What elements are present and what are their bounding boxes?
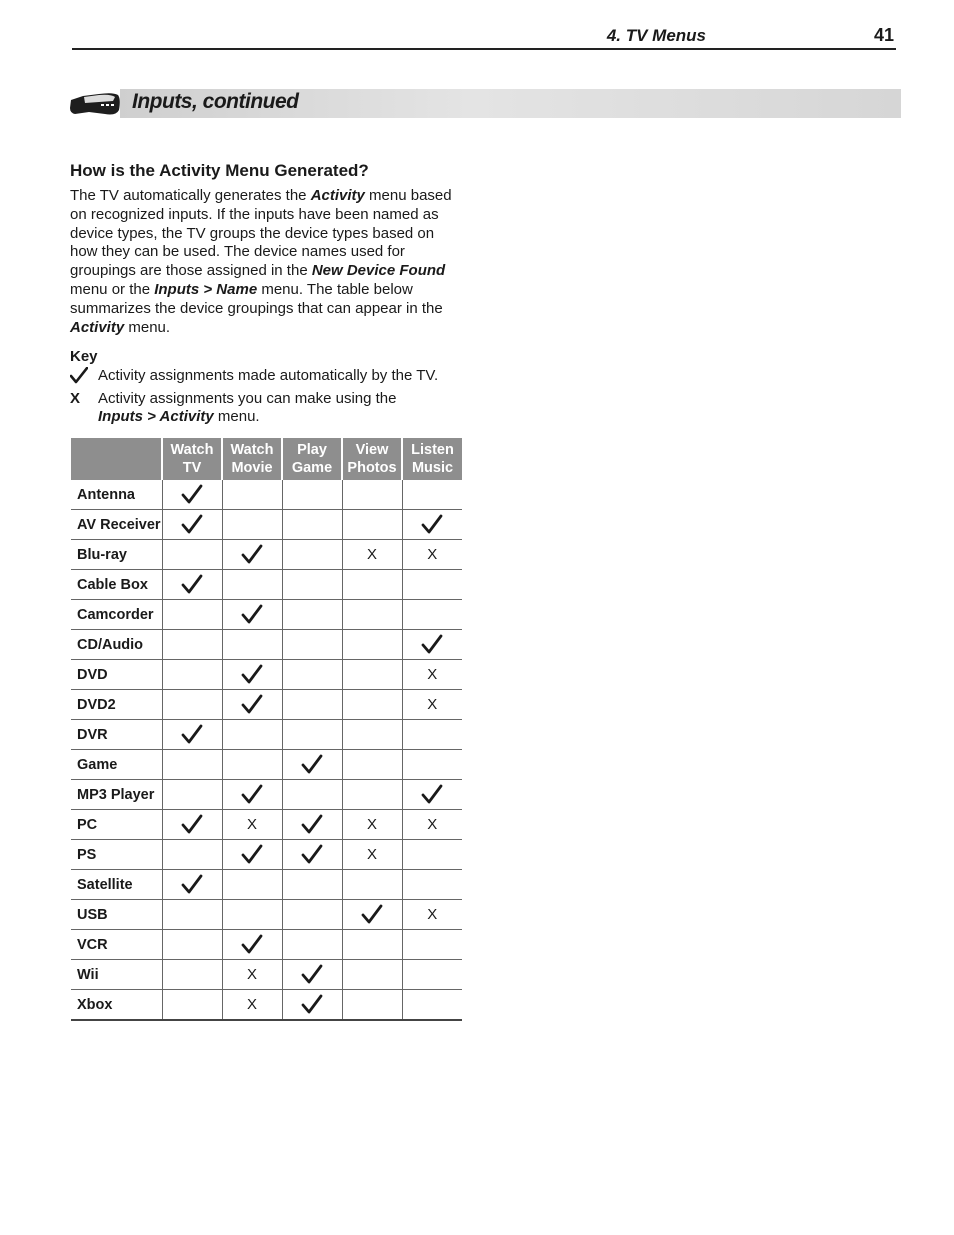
empty-cell — [342, 660, 402, 690]
device-name: USB — [71, 900, 162, 930]
empty-cell — [282, 900, 342, 930]
checkmark-icon — [162, 480, 222, 510]
checkmark-icon — [222, 930, 282, 960]
column-header-line1: Watch — [230, 442, 274, 458]
checkmark-icon — [222, 840, 282, 870]
device-name: CD/Audio — [71, 630, 162, 660]
empty-cell — [162, 750, 222, 780]
manual-assignment-mark: X — [402, 540, 462, 570]
empty-cell — [282, 570, 342, 600]
table-row — [71, 900, 462, 930]
table-header-row — [71, 438, 462, 480]
empty-cell — [342, 780, 402, 810]
device-name: Xbox — [71, 990, 162, 1021]
empty-cell — [342, 960, 402, 990]
table-row — [71, 840, 462, 870]
empty-cell — [282, 630, 342, 660]
table-row — [71, 660, 462, 690]
empty-cell — [222, 510, 282, 540]
empty-cell — [402, 750, 462, 780]
device-name: Antenna — [71, 480, 162, 510]
key-auto-text: Activity assignments made automatically by the TV. — [98, 367, 439, 385]
checkmark-icon — [222, 690, 282, 720]
paragraph-emphasis: Activity — [70, 318, 125, 336]
empty-cell — [222, 630, 282, 660]
device-name: Wii — [71, 960, 162, 990]
column-header-line1: View — [355, 442, 389, 458]
checkmark-icon — [162, 720, 222, 750]
table-row — [71, 570, 462, 600]
empty-cell — [162, 630, 222, 660]
paragraph-text: menu. The table below summarizes the device groupings that can appear in the — [70, 280, 443, 317]
empty-cell — [162, 840, 222, 870]
empty-cell — [222, 750, 282, 780]
empty-cell — [402, 480, 462, 510]
empty-cell — [222, 720, 282, 750]
empty-cell — [342, 990, 402, 1021]
empty-cell — [342, 630, 402, 660]
empty-cell — [342, 570, 402, 600]
column-header-line1: Listen — [411, 442, 454, 458]
empty-cell — [402, 570, 462, 600]
empty-cell — [222, 480, 282, 510]
manual-assignment-mark: X — [342, 840, 402, 870]
empty-cell — [402, 720, 462, 750]
column-header — [402, 438, 462, 480]
device-name: PS — [71, 840, 162, 870]
checkmark-icon — [222, 600, 282, 630]
empty-cell — [162, 540, 222, 570]
table-row — [71, 690, 462, 720]
manual-assignment-mark: X — [402, 690, 462, 720]
empty-cell — [162, 690, 222, 720]
empty-cell — [162, 930, 222, 960]
empty-cell — [402, 960, 462, 990]
checkmark-icon — [70, 367, 98, 390]
paragraph-text: menu based on recognized inputs. If the inputs have been named as device types, the TV groups the device types based on how they can be used. The device names used for groupings are those assigned in the — [70, 187, 452, 280]
column-header-line2: Game — [291, 460, 333, 476]
checkmark-icon — [162, 810, 222, 840]
table-row — [71, 750, 462, 780]
empty-cell — [402, 840, 462, 870]
table-row — [71, 810, 462, 840]
page-number: 41 — [873, 25, 894, 45]
activity-table — [71, 438, 462, 1021]
key-manual-text-after: menu. — [213, 408, 260, 426]
checkmark-icon — [162, 510, 222, 540]
device-name: VCR — [71, 930, 162, 960]
checkmark-icon — [162, 570, 222, 600]
empty-cell — [402, 600, 462, 630]
device-name: Cable Box — [71, 570, 162, 600]
empty-cell — [282, 660, 342, 690]
empty-cell — [282, 600, 342, 630]
column-header — [162, 438, 222, 480]
empty-cell — [162, 900, 222, 930]
column-header-line2: Music — [411, 460, 454, 476]
paragraph-text: menu. — [124, 318, 171, 336]
manual-assignment-mark: X — [402, 900, 462, 930]
empty-cell — [342, 690, 402, 720]
empty-cell — [222, 570, 282, 600]
device-name: Game — [71, 750, 162, 780]
key-manual-text-before: Activity assignments you can make using the — [98, 389, 397, 407]
key-manual-symbol: X — [70, 389, 81, 407]
empty-cell — [162, 780, 222, 810]
empty-cell — [282, 690, 342, 720]
checkmark-icon — [222, 540, 282, 570]
article-column — [70, 160, 465, 427]
section-title: Inputs, continued — [132, 90, 299, 113]
manual-assignment-mark: X — [402, 810, 462, 840]
empty-cell — [282, 720, 342, 750]
empty-cell — [402, 870, 462, 900]
empty-cell — [162, 990, 222, 1021]
paragraph-emphasis: Activity — [310, 187, 365, 204]
table-row — [71, 870, 462, 900]
paragraph-text: menu or the — [70, 280, 155, 298]
checkmark-icon — [282, 840, 342, 870]
empty-cell — [282, 870, 342, 900]
column-header-line2: Movie — [231, 460, 273, 476]
manual-assignment-mark: X — [342, 540, 402, 570]
checkmark-icon — [222, 780, 282, 810]
checkmark-icon — [282, 810, 342, 840]
table-corner — [71, 438, 162, 480]
device-name: Blu-ray — [71, 540, 162, 570]
device-name: PC — [71, 810, 162, 840]
key-title: Key — [70, 348, 98, 366]
column-header-line1: Watch — [170, 442, 214, 458]
empty-cell — [342, 930, 402, 960]
paragraph-text: The TV automatically generates the — [70, 187, 311, 204]
table-row — [71, 930, 462, 960]
table-row — [71, 540, 462, 570]
key-manual-text — [98, 390, 396, 427]
empty-cell — [282, 930, 342, 960]
key-manual — [70, 390, 465, 427]
column-header — [342, 438, 402, 480]
empty-cell — [282, 780, 342, 810]
device-name: AV Receiver — [71, 510, 162, 540]
subsection-heading: How is the Activity Menu Generated? — [70, 161, 369, 180]
key-auto — [70, 367, 465, 390]
empty-cell — [342, 870, 402, 900]
checkmark-icon — [282, 750, 342, 780]
table-row — [71, 510, 462, 540]
empty-cell — [162, 660, 222, 690]
checkmark-icon — [402, 630, 462, 660]
table-row — [71, 630, 462, 660]
empty-cell — [402, 930, 462, 960]
checkmark-icon — [162, 870, 222, 900]
column-header-line2: TV — [182, 460, 202, 476]
table-row — [71, 600, 462, 630]
empty-cell — [282, 510, 342, 540]
checkmark-icon — [402, 510, 462, 540]
empty-cell — [222, 900, 282, 930]
device-name: Camcorder — [71, 600, 162, 630]
intro-paragraph — [70, 187, 465, 337]
manual-assignment-mark: X — [342, 810, 402, 840]
table-row — [71, 720, 462, 750]
empty-cell — [342, 510, 402, 540]
column-header-line1: Play — [297, 442, 327, 458]
running-header — [72, 24, 896, 50]
table-body — [71, 480, 462, 1020]
table-row — [71, 780, 462, 810]
checkmark-icon — [342, 900, 402, 930]
column-header — [282, 438, 342, 480]
empty-cell — [342, 750, 402, 780]
empty-cell — [342, 480, 402, 510]
empty-cell — [282, 480, 342, 510]
column-header — [222, 438, 282, 480]
device-name: DVR — [71, 720, 162, 750]
checkmark-icon — [402, 780, 462, 810]
manual-assignment-mark: X — [222, 960, 282, 990]
empty-cell — [342, 720, 402, 750]
device-name: DVD — [71, 660, 162, 690]
remote-control-icon — [69, 91, 121, 124]
column-header-line2: Photos — [347, 460, 397, 476]
device-name: MP3 Player — [71, 780, 162, 810]
table-row — [71, 480, 462, 510]
empty-cell — [222, 870, 282, 900]
table-row — [71, 990, 462, 1021]
table-row — [71, 960, 462, 990]
device-name: DVD2 — [71, 690, 162, 720]
manual-assignment-mark: X — [222, 990, 282, 1021]
empty-cell — [342, 600, 402, 630]
empty-cell — [402, 990, 462, 1021]
key-manual-path: Inputs > Activity — [98, 408, 214, 426]
manual-assignment-mark: X — [222, 810, 282, 840]
manual-assignment-mark: X — [402, 660, 462, 690]
paragraph-emphasis: Inputs > Name — [154, 280, 258, 298]
checkmark-icon — [282, 960, 342, 990]
empty-cell — [162, 960, 222, 990]
checkmark-icon — [222, 660, 282, 690]
checkmark-icon — [282, 990, 342, 1021]
empty-cell — [162, 600, 222, 630]
chapter-title: 4. TV Menus — [606, 26, 706, 45]
paragraph-emphasis: New Device Found — [311, 262, 446, 280]
device-name: Satellite — [71, 870, 162, 900]
empty-cell — [282, 540, 342, 570]
